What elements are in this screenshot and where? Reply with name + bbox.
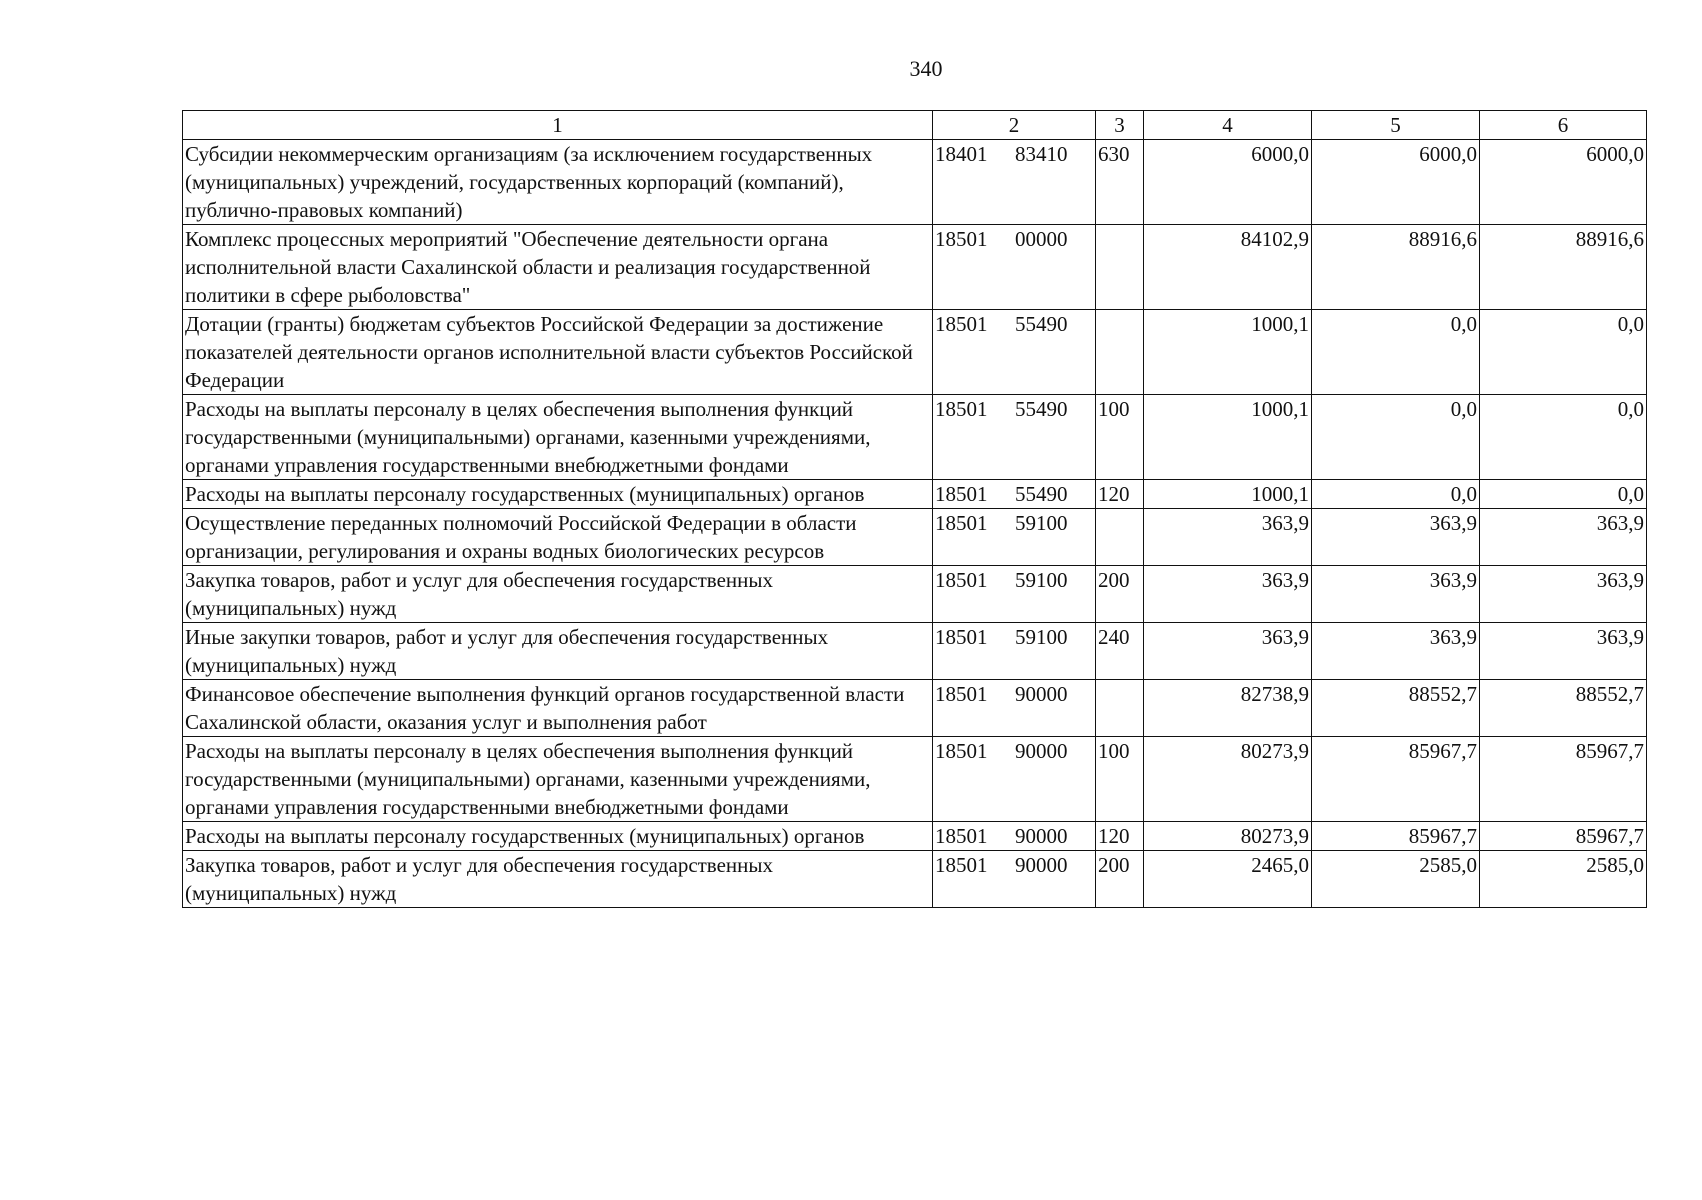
row-code [933, 851, 1096, 908]
row-name: Дотации (гранты) бюджетам субъектов Российской Федерации за достижение показателей деятельности органов исполнительной власти субъектов Российской Федерации [183, 310, 933, 395]
row-value-4: 6000,0 [1144, 140, 1312, 225]
row-code-program: 18501 [935, 853, 988, 877]
table-row [183, 480, 1647, 509]
table-row [183, 822, 1647, 851]
row-value-6: 363,9 [1480, 509, 1647, 566]
row-expense-type: 100 [1096, 737, 1144, 822]
row-code [933, 737, 1096, 822]
table-header [183, 111, 1647, 140]
row-value-5: 0,0 [1312, 395, 1480, 480]
row-value-4: 80273,9 [1144, 737, 1312, 822]
row-name: Расходы на выплаты персоналу в целях обеспечения выполнения функций государственными (муниципальными) органами, казенными учреждениями, органами управления государственными внебюджетными фондами [183, 395, 933, 480]
row-value-4: 1000,1 [1144, 310, 1312, 395]
row-code-direction: 90000 [1015, 682, 1068, 706]
budget-table [182, 110, 1647, 908]
row-code-direction: 90000 [1015, 853, 1068, 877]
row-value-4: 2465,0 [1144, 851, 1312, 908]
row-expense-type [1096, 225, 1144, 310]
row-expense-type: 200 [1096, 851, 1144, 908]
row-code [933, 140, 1096, 225]
row-expense-type: 120 [1096, 480, 1144, 509]
header-col-4: 4 [1144, 111, 1312, 140]
row-code-direction: 90000 [1015, 739, 1068, 763]
row-value-4: 1000,1 [1144, 395, 1312, 480]
row-code-program: 18501 [935, 397, 988, 421]
table-row [183, 140, 1647, 225]
row-name: Расходы на выплаты персоналу государственных (муниципальных) органов [183, 480, 933, 509]
page-number: 340 [909, 56, 943, 81]
header-col-1: 1 [183, 111, 933, 140]
row-name: Комплекс процессных мероприятий "Обеспечение деятельности органа исполнительной власти Сахалинской области и реализация государственной политики в сфере рыболовства" [183, 225, 933, 310]
row-code [933, 225, 1096, 310]
table-row [183, 566, 1647, 623]
row-value-6: 6000,0 [1480, 140, 1647, 225]
row-value-6: 363,9 [1480, 566, 1647, 623]
row-code-program: 18401 [935, 142, 988, 166]
table-row [183, 310, 1647, 395]
row-code-program: 18501 [935, 824, 988, 848]
row-value-4: 80273,9 [1144, 822, 1312, 851]
row-value-5: 88552,7 [1312, 680, 1480, 737]
row-name: Расходы на выплаты персоналу государственных (муниципальных) органов [183, 822, 933, 851]
table-row [183, 395, 1647, 480]
row-expense-type: 240 [1096, 623, 1144, 680]
header-col-2: 2 [933, 111, 1096, 140]
row-code-program: 18501 [935, 625, 988, 649]
row-code-direction: 55490 [1015, 312, 1068, 336]
row-expense-type [1096, 310, 1144, 395]
row-value-6: 88916,6 [1480, 225, 1647, 310]
header-row [183, 111, 1647, 140]
row-value-5: 2585,0 [1312, 851, 1480, 908]
header-col-6: 6 [1480, 111, 1647, 140]
row-code-program: 18501 [935, 482, 988, 506]
table-body [183, 140, 1647, 908]
row-name: Расходы на выплаты персоналу в целях обеспечения выполнения функций государственными (муниципальными) органами, казенными учреждениями, органами управления государственными внебюджетными фондами [183, 737, 933, 822]
row-code-direction: 55490 [1015, 397, 1068, 421]
row-value-5: 85967,7 [1312, 822, 1480, 851]
row-value-6: 2585,0 [1480, 851, 1647, 908]
row-code-program: 18501 [935, 312, 988, 336]
header-col-5: 5 [1312, 111, 1480, 140]
row-code [933, 822, 1096, 851]
row-name: Финансовое обеспечение выполнения функций органов государственной власти Сахалинской области, оказания услуг и выполнения работ [183, 680, 933, 737]
row-value-4: 82738,9 [1144, 680, 1312, 737]
row-value-6: 363,9 [1480, 623, 1647, 680]
row-code [933, 310, 1096, 395]
row-code-program: 18501 [935, 682, 988, 706]
row-name: Закупка товаров, работ и услуг для обеспечения государственных (муниципальных) нужд [183, 566, 933, 623]
row-code [933, 395, 1096, 480]
row-code-direction: 55490 [1015, 482, 1068, 506]
row-code-direction: 83410 [1015, 142, 1068, 166]
row-name: Осуществление переданных полномочий Российской Федерации в области организации, регулирования и охраны водных биологических ресурсов [183, 509, 933, 566]
row-expense-type: 120 [1096, 822, 1144, 851]
row-value-4: 363,9 [1144, 566, 1312, 623]
row-code-direction: 59100 [1015, 625, 1068, 649]
row-value-5: 0,0 [1312, 310, 1480, 395]
row-code-program: 18501 [935, 227, 988, 251]
row-value-5: 85967,7 [1312, 737, 1480, 822]
row-code [933, 480, 1096, 509]
row-code-direction: 00000 [1015, 227, 1068, 251]
row-code-program: 18501 [935, 511, 988, 535]
row-code-direction: 59100 [1015, 511, 1068, 535]
row-expense-type [1096, 680, 1144, 737]
row-name: Иные закупки товаров, работ и услуг для обеспечения государственных (муниципальных) нужд [183, 623, 933, 680]
row-value-4: 363,9 [1144, 509, 1312, 566]
row-code [933, 680, 1096, 737]
row-value-4: 84102,9 [1144, 225, 1312, 310]
row-value-5: 363,9 [1312, 623, 1480, 680]
row-name: Закупка товаров, работ и услуг для обеспечения государственных (муниципальных) нужд [183, 851, 933, 908]
table-row [183, 737, 1647, 822]
row-value-5: 363,9 [1312, 566, 1480, 623]
row-value-6: 85967,7 [1480, 737, 1647, 822]
row-code [933, 509, 1096, 566]
row-expense-type: 630 [1096, 140, 1144, 225]
row-value-6: 0,0 [1480, 395, 1647, 480]
row-expense-type: 200 [1096, 566, 1144, 623]
row-value-6: 0,0 [1480, 480, 1647, 509]
header-col-3: 3 [1096, 111, 1144, 140]
table-row [183, 509, 1647, 566]
row-value-6: 0,0 [1480, 310, 1647, 395]
table-row [183, 680, 1647, 737]
row-code [933, 566, 1096, 623]
row-value-6: 85967,7 [1480, 822, 1647, 851]
table-row [183, 623, 1647, 680]
table-row [183, 851, 1647, 908]
row-code [933, 623, 1096, 680]
row-value-4: 1000,1 [1144, 480, 1312, 509]
row-expense-type [1096, 509, 1144, 566]
row-expense-type: 100 [1096, 395, 1144, 480]
row-code-direction: 90000 [1015, 824, 1068, 848]
row-value-5: 88916,6 [1312, 225, 1480, 310]
row-name: Субсидии некоммерческим организациям (за исключением государственных (муниципальных) учреждений, государственных корпораций (компаний), публично-правовых компаний) [183, 140, 933, 225]
row-value-4: 363,9 [1144, 623, 1312, 680]
row-code-program: 18501 [935, 568, 988, 592]
row-value-6: 88552,7 [1480, 680, 1647, 737]
row-code-direction: 59100 [1015, 568, 1068, 592]
row-value-5: 6000,0 [1312, 140, 1480, 225]
row-value-5: 0,0 [1312, 480, 1480, 509]
row-value-5: 363,9 [1312, 509, 1480, 566]
table-row [183, 225, 1647, 310]
row-code-program: 18501 [935, 739, 988, 763]
